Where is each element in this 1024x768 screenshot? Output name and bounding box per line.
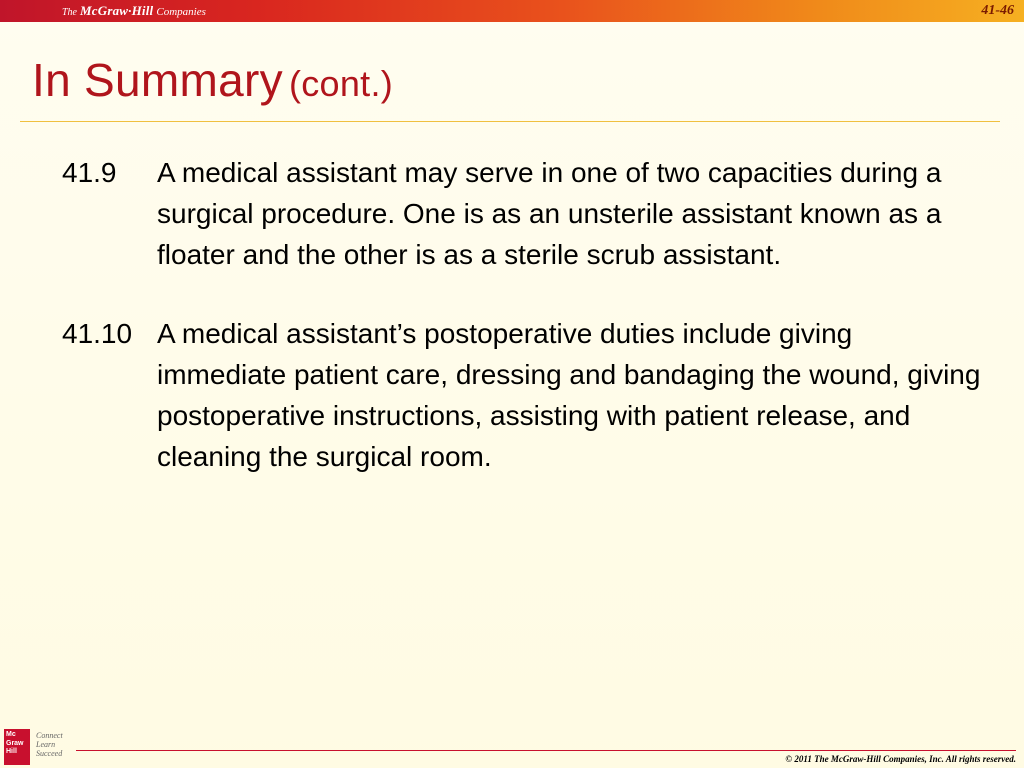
slide-title [32, 50, 393, 114]
brand-logo-text [62, 3, 206, 21]
tagline-line: Learn [36, 740, 56, 749]
logo-line: Hill [6, 748, 17, 755]
item-text: A medical assistant’s postoperative duties include giving immediate patient care, dressing and bandaging the wound, giving postoperative instructions, assisting with patient release, and cleaning the surgical room. [157, 318, 981, 472]
summary-item [62, 152, 992, 275]
logo-tagline [36, 731, 63, 758]
mcgrawhill-logo-box [4, 729, 30, 765]
header-bar [0, 0, 1024, 22]
brand-mcgrawhill: McGraw·Hill [80, 3, 154, 18]
logo-line: Graw [6, 739, 24, 747]
item-number: 41.10 [62, 318, 133, 349]
title-divider [20, 121, 1000, 122]
item-text: A medical assistant may serve in one of two capacities during a surgical procedure. One is as an unsterile assistant known as a floater and the other is as a sterile scrub assistant. [157, 157, 942, 270]
copyright-notice: © 2011 The McGraw-Hill Companies, Inc. All rights reserved. [785, 754, 1016, 764]
tagline-line: Connect [36, 731, 63, 740]
footer-divider [76, 750, 1016, 751]
brand-the: The [62, 7, 77, 18]
summary-list [62, 152, 992, 477]
item-number: 41.9 [62, 157, 117, 188]
slide-number: 41-46 [981, 3, 1014, 18]
brand-companies: Companies [156, 6, 206, 18]
summary-item [62, 313, 992, 477]
title-main: In Summary [32, 54, 283, 106]
logo-line: Mc [6, 731, 16, 738]
mcgrawhill-logo [4, 729, 30, 765]
tagline-line: Succeed [36, 749, 63, 758]
title-suffix: (cont.) [288, 63, 394, 104]
